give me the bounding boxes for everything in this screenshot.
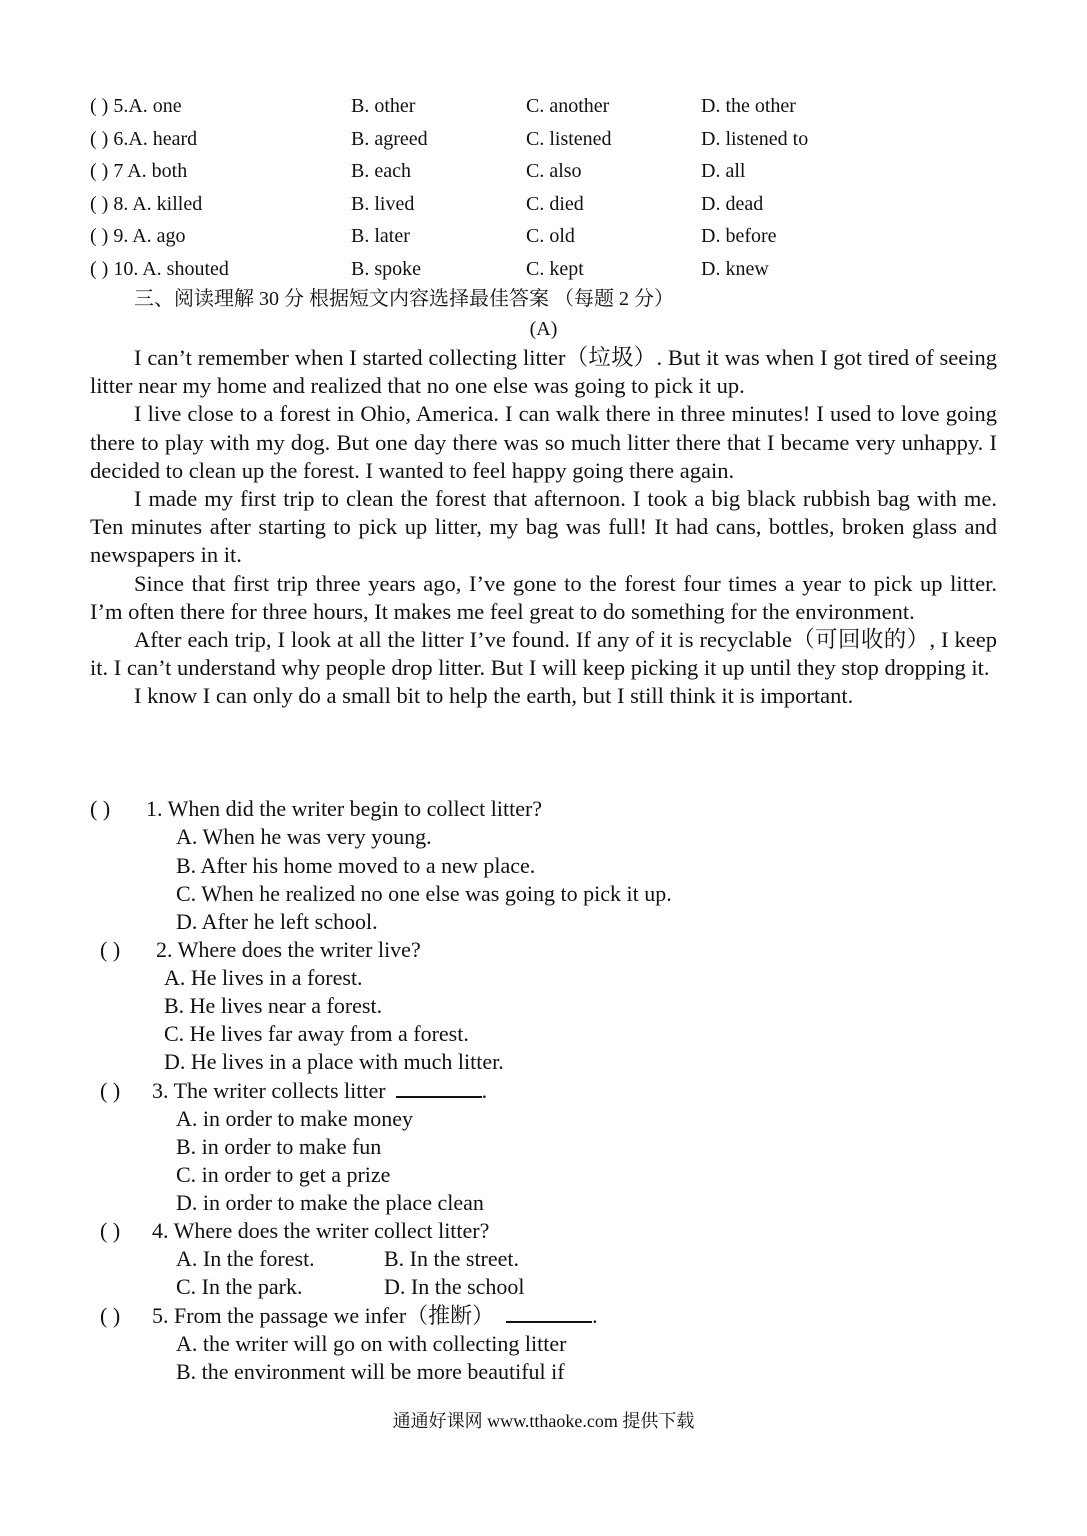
passage-paragraph: I made my first trip to clean the forest that afternoon. I took a big black rubbish bag with me. Ten minutes after starting to pick up litter, my bag was full! It had cans, bottles, broken glass and newspapers in it. xyxy=(90,486,997,568)
cloze-option-a: ( ) 8. A. killed xyxy=(90,193,203,215)
question-stem: 4. Where does the writer collect litter? xyxy=(152,1218,490,1243)
passage-paragraph: I live close to a forest in Ohio, America. I can walk there in three minutes! I used to love going there to play with my dog. But one day there was so much litter there that I became very unhappy. I decided to clean up the forest. I wanted to feel happy going there again. xyxy=(90,401,997,483)
question-stem: 1. When did the writer begin to collect litter? xyxy=(146,796,543,821)
section-heading: 三、阅读理解 30 分 根据短文内容选择最佳答案 （每题 2 分） xyxy=(134,288,674,310)
option-d: D. in order to make the place clean xyxy=(176,1190,484,1215)
option-a: A. He lives in a forest. xyxy=(164,965,363,990)
answer-blank-paren[interactable]: ( ) xyxy=(100,1078,121,1103)
cloze-option-a: ( ) 7 A. both xyxy=(90,160,188,182)
cloze-option-c: C. another xyxy=(526,95,610,117)
cloze-option-b: B. other xyxy=(351,95,416,117)
answer-blank-paren[interactable]: ( ) xyxy=(100,1218,121,1243)
cloze-option-b: B. each xyxy=(351,160,411,182)
option-d: D. He lives in a place with much litter. xyxy=(164,1049,504,1074)
cloze-row-9 xyxy=(90,221,990,251)
cloze-row-10 xyxy=(90,254,990,284)
cloze-row-5 xyxy=(90,91,990,121)
cloze-option-b: B. agreed xyxy=(351,128,428,150)
cloze-option-d: D. dead xyxy=(701,193,764,215)
fill-in-blank[interactable] xyxy=(506,1303,592,1323)
passage-paragraph: Since that first trip three years ago, I’ve gone to the forest four times a year to pick up litter. I’m often there for three hours, It makes me feel great to do something for the environment. xyxy=(90,570,997,624)
cloze-option-d: D. listened to xyxy=(701,128,809,150)
option-b: B. the environment will be more beautiful if xyxy=(176,1359,565,1384)
option-c: C. He lives far away from a forest. xyxy=(164,1021,469,1046)
cloze-option-c: C. old xyxy=(526,225,575,247)
option-c: C. in order to get a prize xyxy=(176,1162,391,1187)
option-c: C. In the park. xyxy=(176,1274,303,1299)
question-stem: 2. Where does the writer live? xyxy=(156,937,421,962)
cloze-option-c: C. listened xyxy=(526,128,612,150)
option-b: B. in order to make fun xyxy=(176,1134,382,1159)
answer-blank-paren[interactable]: ( ) xyxy=(100,937,121,962)
cloze-option-a: ( ) 6.A. heard xyxy=(90,128,198,150)
passage-paragraph: After each trip, I look at all the litter I’ve found. If any of it is recyclable（可回收的）, I keep it. I can’t understand why people drop litter. But I will keep picking it up until they stop dropping it. xyxy=(90,627,997,681)
option-d: D. In the school xyxy=(384,1274,525,1299)
cloze-row-7 xyxy=(90,156,990,186)
option-a: A. When he was very young. xyxy=(176,824,432,849)
cloze-option-a: ( ) 9. A. ago xyxy=(90,225,186,247)
cloze-option-a: ( ) 5.A. one xyxy=(90,95,182,117)
page-footer: 通通好课网 www.tthaoke.com 提供下载 xyxy=(392,1411,695,1431)
option-b: B. After his home moved to a new place. xyxy=(176,853,536,878)
question-stem-text: 3. The writer collects litter xyxy=(152,1078,386,1103)
cloze-option-d: D. the other xyxy=(701,95,796,117)
cloze-row-8 xyxy=(90,189,990,219)
answer-blank-paren[interactable]: ( ) xyxy=(90,796,111,821)
question-stem: 5. From the passage we infer（推断） . xyxy=(152,1303,598,1328)
passage-paragraph: I know I can only do a small bit to help the earth, but I still think it is important. xyxy=(134,683,854,709)
option-a: A. in order to make money xyxy=(176,1106,414,1131)
cloze-option-b: B. lived xyxy=(351,193,415,215)
cloze-option-d: D. knew xyxy=(701,258,769,280)
fill-in-blank[interactable] xyxy=(396,1078,482,1098)
option-d: D. After he left school. xyxy=(176,909,378,934)
cloze-option-c: C. kept xyxy=(526,258,584,280)
cloze-option-b: B. spoke xyxy=(351,258,421,280)
cloze-option-c: C. died xyxy=(526,193,584,215)
cloze-option-d: D. all xyxy=(701,160,746,182)
cloze-option-b: B. later xyxy=(351,225,410,247)
question-stem: 3. The writer collects litter . xyxy=(152,1078,488,1103)
option-c: C. When he realized no one else was going to pick it up. xyxy=(176,881,672,906)
option-a: A. In the forest. xyxy=(176,1246,315,1271)
passage-paragraph: I can’t remember when I started collecting litter（垃圾）. But it was when I got tired of seeing litter near my home and realized that no one else was going to pick it up. xyxy=(90,345,997,399)
cloze-option-a: ( ) 10. A. shouted xyxy=(90,258,229,280)
option-b: B. In the street. xyxy=(384,1246,520,1271)
option-b: B. He lives near a forest. xyxy=(164,993,383,1018)
reading-passage xyxy=(90,344,997,711)
cloze-option-c: C. also xyxy=(526,160,582,182)
answer-blank-paren[interactable]: ( ) xyxy=(100,1303,121,1328)
passage-label: (A) xyxy=(529,318,558,340)
question-stem-text: 5. From the passage we infer（推断） xyxy=(152,1303,495,1328)
cloze-option-d: D. before xyxy=(701,225,777,247)
cloze-row-6 xyxy=(90,124,990,154)
option-a: A. the writer will go on with collecting litter xyxy=(176,1331,567,1356)
